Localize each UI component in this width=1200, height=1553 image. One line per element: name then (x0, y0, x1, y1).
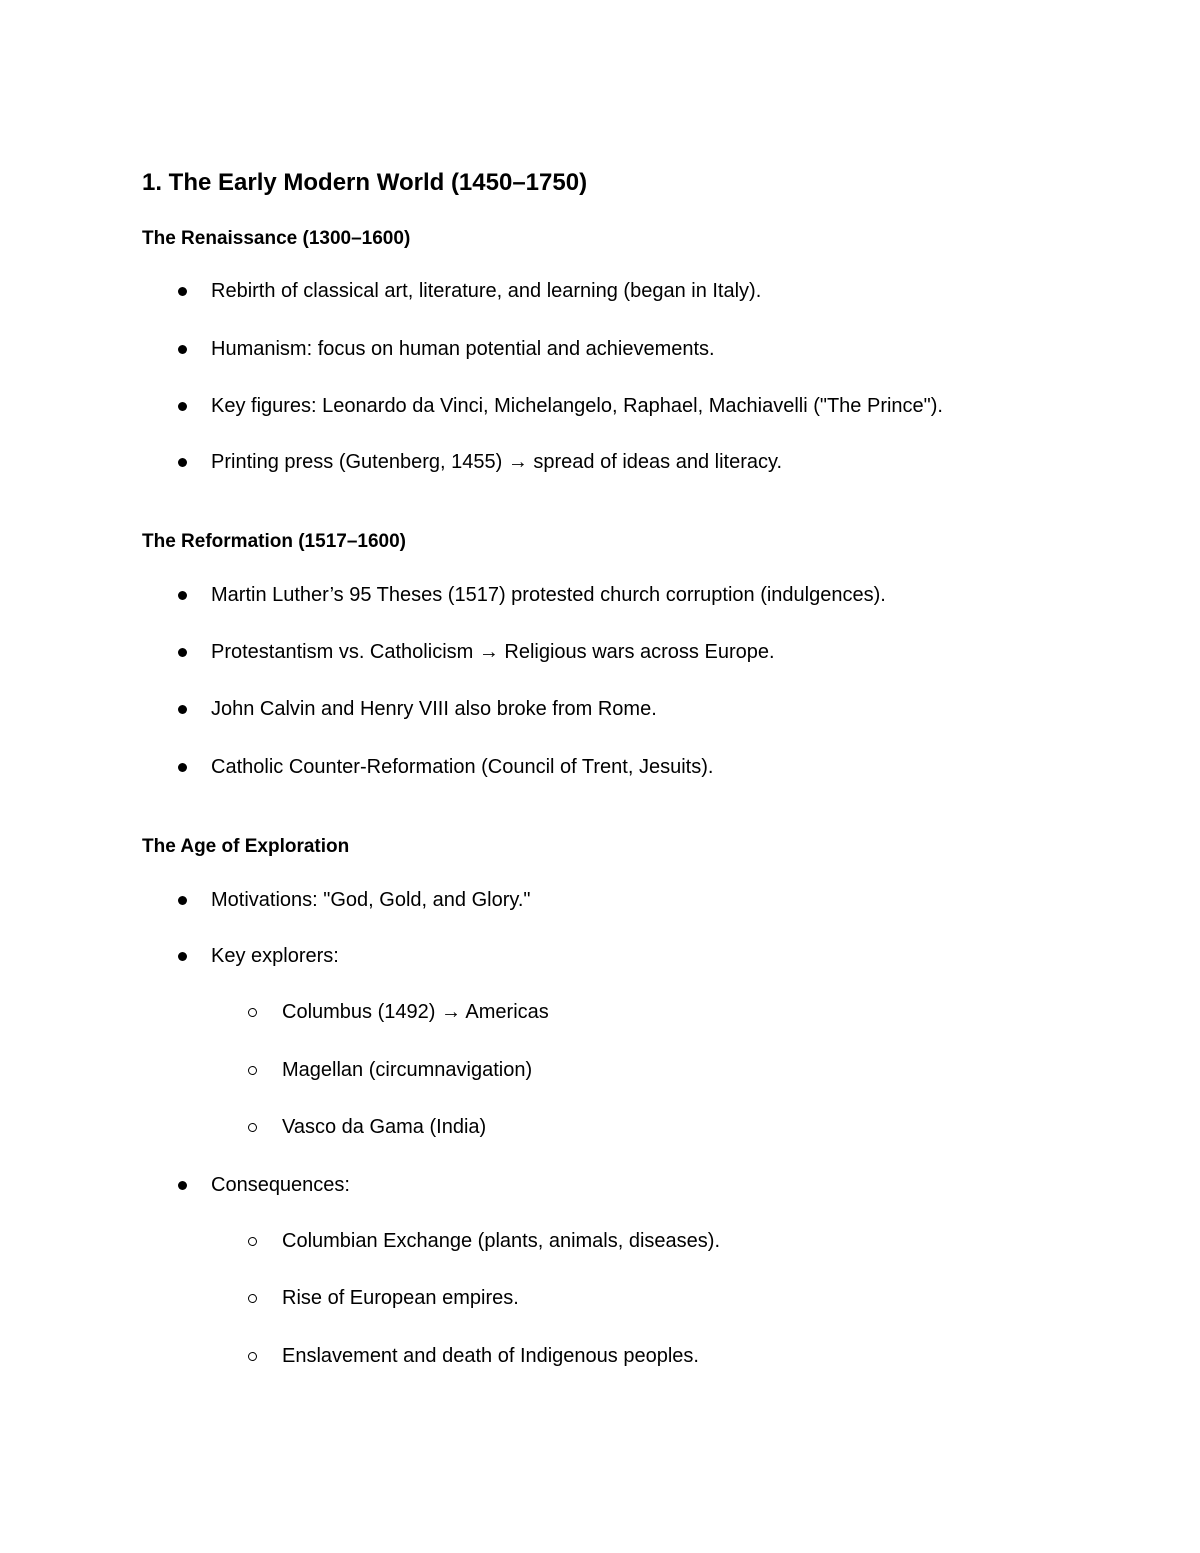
list-item: Key figures: Leonardo da Vinci, Michelangelo, Raphael, Machiavelli ("The Prince"). (211, 395, 943, 417)
sub-list-item: Columbus (1492) → Americas (282, 1001, 549, 1023)
bullet-disc-icon (178, 952, 187, 961)
list-item: Consequences: (211, 1174, 350, 1196)
bullet-circle-icon (248, 1237, 257, 1246)
bullet-disc-icon (178, 1181, 187, 1190)
section-heading-exploration: The Age of Exploration (142, 836, 350, 857)
sub-list-item: Columbian Exchange (plants, animals, diseases). (282, 1230, 720, 1252)
list-item: Humanism: focus on human potential and achievements. (211, 338, 715, 360)
bullet-disc-icon (178, 763, 187, 772)
bullet-circle-icon (248, 1352, 257, 1361)
document-title: 1. The Early Modern World (1450–1750) (142, 169, 588, 196)
bullet-circle-icon (248, 1008, 257, 1017)
bullet-circle-icon (248, 1123, 257, 1132)
sub-list-item: Rise of European empires. (282, 1287, 519, 1309)
list-item: Rebirth of classical art, literature, and learning (began in Italy). (211, 280, 762, 302)
bullet-disc-icon (178, 705, 187, 714)
section-heading-reformation: The Reformation (1517–1600) (142, 531, 406, 552)
bullet-disc-icon (178, 458, 187, 467)
bullet-disc-icon (178, 345, 187, 354)
sub-list-item: Vasco da Gama (India) (282, 1116, 487, 1138)
bullet-disc-icon (178, 402, 187, 411)
bullet-disc-icon (178, 287, 187, 296)
list-item: John Calvin and Henry VIII also broke from Rome. (211, 698, 657, 720)
bullet-circle-icon (248, 1294, 257, 1303)
list-item: Martin Luther’s 95 Theses (1517) protested church corruption (indulgences). (211, 584, 886, 606)
bullet-disc-icon (178, 896, 187, 905)
list-item: Printing press (Gutenberg, 1455) → spread of ideas and literacy. (211, 451, 783, 473)
section-heading-renaissance: The Renaissance (1300–1600) (142, 228, 411, 249)
list-item: Catholic Counter-Reformation (Council of Trent, Jesuits). (211, 756, 714, 778)
list-item: Motivations: "God, Gold, and Glory." (211, 889, 531, 911)
list-item: Protestantism vs. Catholicism → Religious wars across Europe. (211, 641, 775, 663)
sub-list-item: Magellan (circumnavigation) (282, 1059, 533, 1081)
bullet-disc-icon (178, 591, 187, 600)
bullet-circle-icon (248, 1066, 257, 1075)
sub-list-item: Enslavement and death of Indigenous peoples. (282, 1345, 699, 1367)
bullet-disc-icon (178, 648, 187, 657)
list-item: Key explorers: (211, 945, 339, 967)
